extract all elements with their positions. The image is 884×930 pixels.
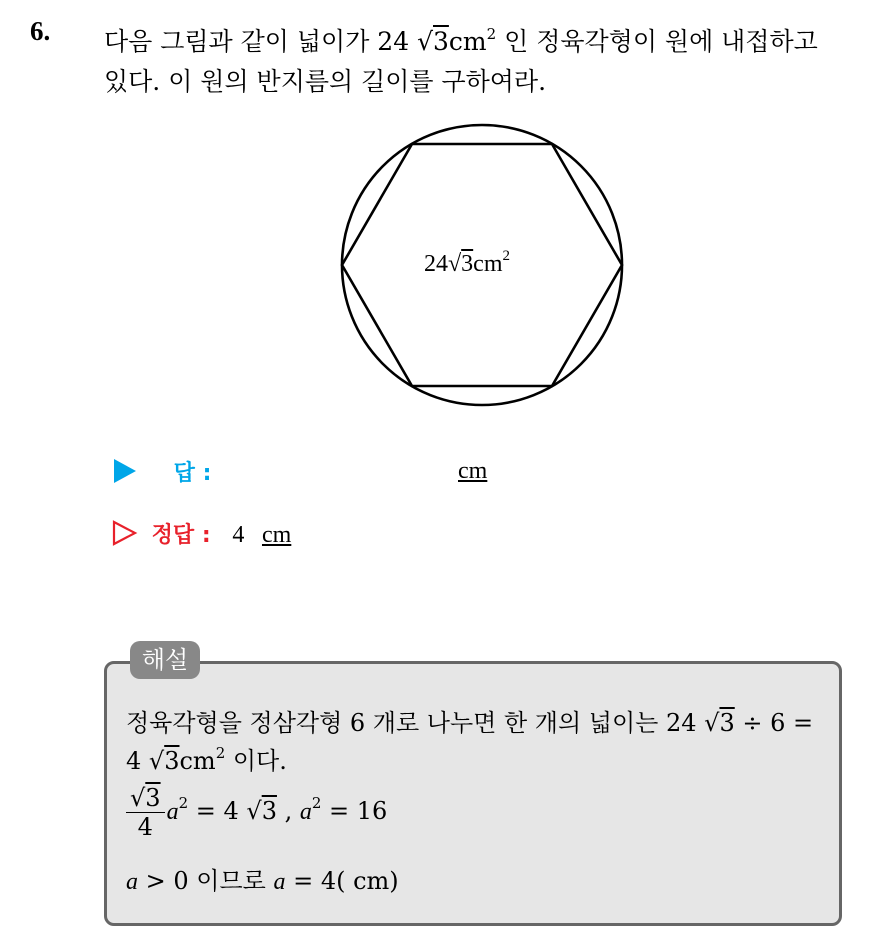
outline-triangle-icon (112, 520, 138, 546)
sqrt-symbol: √ (417, 27, 433, 56)
question-line2: 있다. 이 원의 반지름의 길이를 구하여라. (104, 67, 547, 96)
line4-rest: = 4( cm) (285, 867, 399, 895)
equation-var: a (166, 799, 179, 825)
explanation-line-4 (126, 861, 399, 896)
explanation-line2-unit: cm (179, 747, 216, 775)
sqrt-symbol: √ (141, 747, 165, 775)
correct-answer-row (112, 518, 291, 549)
play-triangle-icon (112, 458, 138, 484)
figure-label-unit: cm (473, 251, 503, 277)
equation2-rest: = 16 (321, 797, 388, 825)
fraction-sqrt3-over-4 (126, 784, 165, 841)
fraction-numerator: √3 (126, 784, 165, 813)
equation2-var: a (299, 799, 312, 825)
equation-sep: , (276, 797, 300, 825)
explanation-tab: 해설 (130, 641, 200, 679)
explanation-equation-line (126, 784, 387, 841)
equation-mid: = 4 (188, 797, 239, 825)
explanation-line2-radicand: 3 (164, 747, 180, 775)
correct-answer-label: 정답 : (151, 523, 211, 548)
sqrt-symbol: √ (448, 251, 462, 277)
answer-label: 답 : (173, 461, 212, 486)
equation2-exponent: 2 (311, 794, 322, 812)
explanation-line-2 (126, 741, 287, 776)
figure-label-exponent: 2 (502, 248, 510, 264)
answer-blank-unit: cm (458, 458, 488, 484)
question-line1-pre: 다음 그림과 같이 넓이가 24 (104, 27, 410, 56)
explanation-line2-exponent: 2 (215, 744, 226, 762)
equation-exponent: 2 (178, 794, 189, 812)
correct-answer-value: 4 (232, 522, 245, 548)
explanation-line2-coef: 4 (126, 747, 142, 775)
explanation-line1-pre: 정육각형을 정삼각형 6 개로 나누면 한 개의 넓이는 24 (126, 709, 697, 737)
explanation-line1-post: ÷ 6 = (742, 709, 814, 737)
explanation-line1-radicand: 3 (719, 709, 735, 737)
question-exponent: 2 (486, 25, 497, 43)
sqrt-symbol: √ (238, 797, 262, 825)
figure-label-coef: 24 (424, 251, 448, 277)
explanation-line2-post: 이다. (225, 747, 287, 775)
line4-var2: a (273, 869, 286, 895)
line4-var: a (126, 869, 138, 895)
sqrt-symbol: √ (696, 709, 720, 737)
question-number: 6. (30, 16, 51, 46)
question-radicand: 3 (433, 27, 449, 56)
figure-area-label (424, 248, 510, 278)
fraction-denominator: 4 (137, 813, 153, 841)
correct-answer-unit: cm (261, 522, 292, 548)
question-line1-post: 인 정육각형이 원에 내접하고 (496, 27, 818, 56)
line4-cond: > 0 이므로 (138, 867, 274, 895)
equation-radicand: 3 (261, 797, 277, 825)
figure-label-radicand: 3 (461, 251, 474, 277)
answer-row (112, 456, 211, 487)
explanation-line-1 (126, 703, 813, 738)
question-unit: cm (448, 27, 487, 56)
